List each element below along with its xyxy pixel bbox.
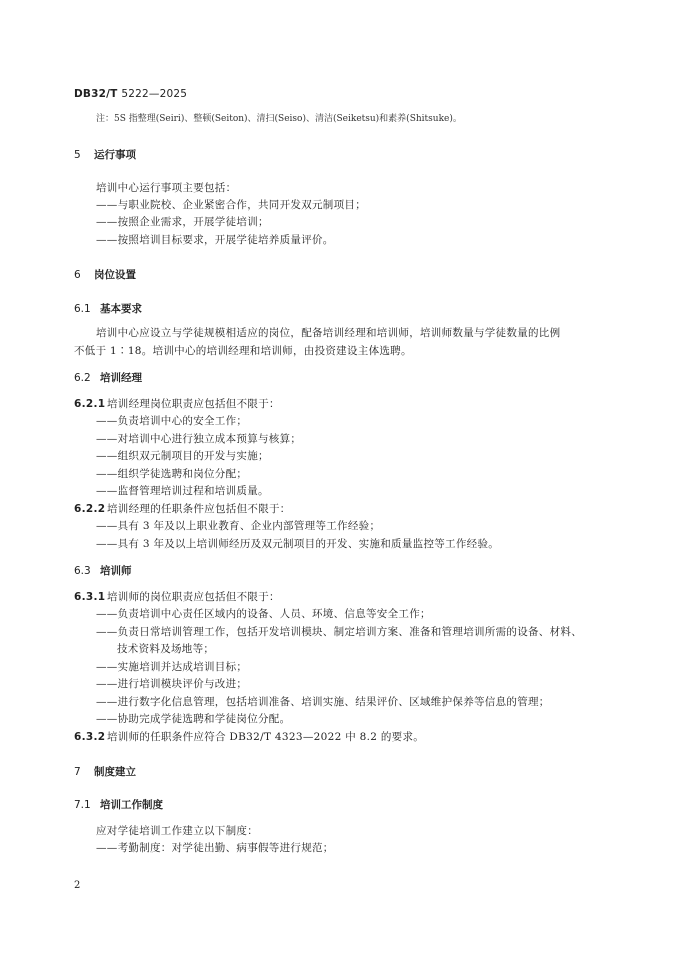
list-item: ——负责培训中心责任区域内的设备、人员、环境、信息等安全工作； bbox=[96, 608, 431, 620]
page-number: 2 bbox=[74, 880, 81, 891]
paragraph: 培训中心运行事项主要包括： bbox=[96, 182, 237, 194]
note-text: 注：5S 指整理(Seiri)、整顿(Seiton)、清扫(Seiso)、清洁(Seiketsu)和素养(Shitsuke)。 bbox=[96, 114, 462, 124]
section-7-1-heading bbox=[74, 797, 163, 812]
list-item: ——按照企业需求，开展学徒培训； bbox=[96, 216, 269, 228]
section-6-heading bbox=[74, 267, 136, 282]
standard-prefix: DB32/T bbox=[74, 88, 118, 100]
section-7-heading bbox=[74, 764, 136, 779]
list-item: ——进行数字化信息管理，包括培训准备、培训实施、结果评价、区域维护保养等信息的管理； bbox=[96, 696, 550, 708]
list-item: ——负责培训中心的安全工作； bbox=[96, 415, 248, 427]
clause-number: 6.2.1 bbox=[74, 398, 106, 410]
standard-code: 5222—2025 bbox=[121, 88, 188, 100]
list-item: ——进行培训模块评价与改进； bbox=[96, 678, 248, 690]
list-item: ——监督管理培训过程和培训质量。 bbox=[96, 485, 269, 497]
clause-6-2-2 bbox=[74, 501, 291, 516]
list-item: ——组织双元制项目的开发与实施； bbox=[96, 450, 269, 462]
list-item: ——负责日常培训管理工作，包括开发培训模块、制定培训方案、准备和管理培训所需的设备、材料、 bbox=[96, 626, 582, 638]
list-item: ——与职业院校、企业紧密合作，共同开发双元制项目； bbox=[96, 199, 366, 211]
section-title: 基本要求 bbox=[100, 303, 142, 315]
section-6-1-heading bbox=[74, 301, 142, 316]
list-item-continuation: 技术资料及场地等； bbox=[117, 643, 215, 655]
section-5-heading bbox=[74, 147, 136, 162]
section-number: 7 bbox=[74, 766, 81, 778]
list-item: ——具有 3 年及以上培训师经历及双元制项目的开发、实施和质量监控等工作经验。 bbox=[96, 538, 500, 550]
section-number: 6.2 bbox=[74, 372, 91, 384]
section-title: 制度建立 bbox=[94, 766, 136, 778]
section-title: 运行事项 bbox=[94, 149, 136, 161]
clause-number: 6.3.1 bbox=[74, 591, 106, 603]
clause-6-2-1 bbox=[74, 396, 280, 411]
clause-number: 6.2.2 bbox=[74, 503, 106, 515]
section-number: 6.1 bbox=[74, 303, 91, 315]
clause-text: 培训经理岗位职责应包括但不限于： bbox=[107, 398, 280, 410]
clause-text: 培训经理的任职条件应包括但不限于： bbox=[107, 503, 291, 515]
section-6-3-heading bbox=[74, 563, 132, 578]
list-item: ——对培训中心进行独立成本预算与核算； bbox=[96, 433, 302, 445]
section-title: 岗位设置 bbox=[94, 269, 136, 281]
clause-number: 6.3.2 bbox=[74, 731, 106, 743]
paragraph: 培训中心应设立与学徒规模相适应的岗位，配备培训经理和培训师，培训师数量与学徒数量的比例 bbox=[96, 327, 561, 339]
section-6-2-heading bbox=[74, 370, 142, 385]
list-item: ——具有 3 年及以上职业教育、企业内部管理等工作经验； bbox=[96, 520, 381, 532]
clause-6-3-2 bbox=[74, 729, 424, 744]
section-number: 6.3 bbox=[74, 565, 91, 577]
list-item: ——协助完成学徒选聘和学徒岗位分配。 bbox=[96, 713, 291, 725]
clause-text: 培训师的岗位职责应包括但不限于： bbox=[107, 591, 280, 603]
paragraph: 应对学徒培训工作建立以下制度： bbox=[96, 825, 258, 837]
clause-6-3-1 bbox=[74, 589, 280, 604]
section-title: 培训师 bbox=[100, 565, 132, 577]
paragraph: 不低于 1∶18。培训中心的培训经理和培训师，由投资建设主体选聘。 bbox=[74, 345, 412, 357]
clause-text: 培训师的任职条件应符合 DB32/T 4323—2022 中 8.2 的要求。 bbox=[107, 731, 425, 743]
list-item: ——考勤制度：对学徒出勤、病事假等进行规范； bbox=[96, 842, 334, 854]
list-item: ——实施培训并达成培训目标； bbox=[96, 661, 248, 673]
section-number: 6 bbox=[74, 269, 81, 281]
list-item: ——按照培训目标要求，开展学徒培养质量评价。 bbox=[96, 234, 334, 246]
standard-number bbox=[74, 88, 187, 100]
section-number: 7.1 bbox=[74, 799, 91, 811]
section-title: 培训经理 bbox=[100, 372, 142, 384]
list-item: ——组织学徒选聘和岗位分配； bbox=[96, 468, 248, 480]
section-number: 5 bbox=[74, 149, 81, 161]
section-title: 培训工作制度 bbox=[100, 799, 163, 811]
